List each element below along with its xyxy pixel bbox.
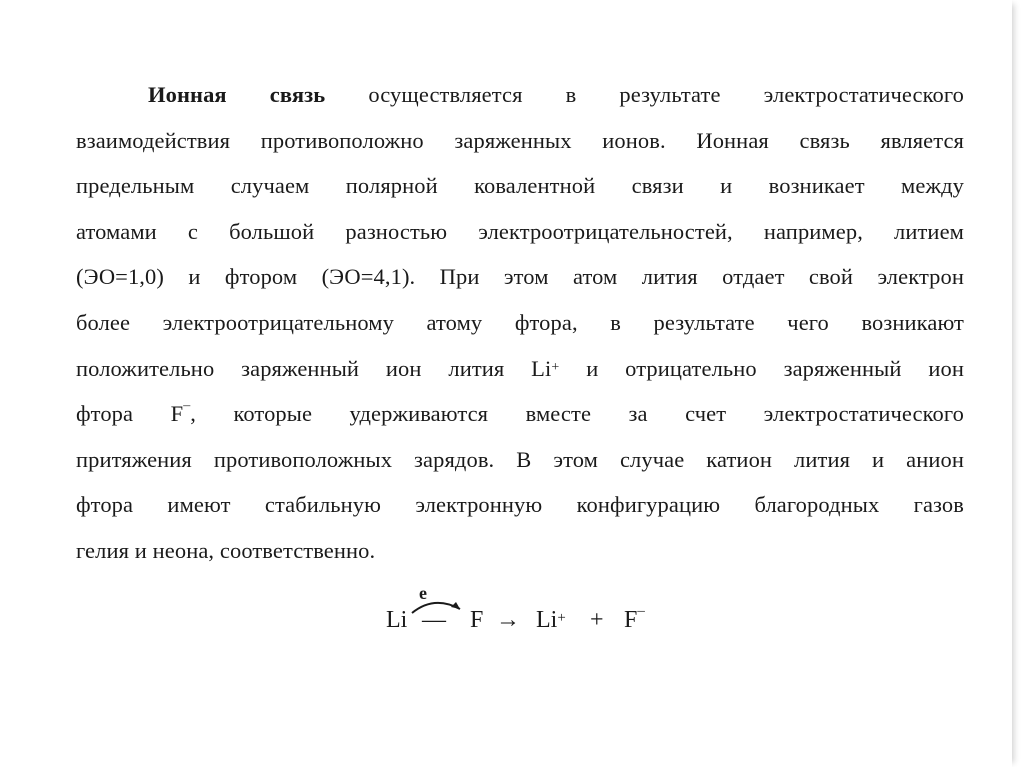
- text-line-2: взаимодействия противоположно заряженных ионов. Ионная связь является: [76, 127, 964, 153]
- li-atom: Li: [386, 607, 408, 633]
- f-atom: F: [470, 607, 484, 633]
- ionic-bond-paragraph: [76, 72, 964, 574]
- ionic-bond-equation: [386, 583, 686, 653]
- li-ion-sup: +: [557, 609, 566, 626]
- text-line-7-b: и отрицательно заряженный ион: [559, 355, 964, 381]
- reaction-arrow: →: [496, 607, 520, 633]
- f-ion: [624, 607, 645, 634]
- text-line-8-a: фтора F: [76, 401, 184, 427]
- bond-dash: —: [422, 607, 446, 633]
- plus-sign: +: [590, 607, 604, 633]
- text-line-3: предельным случаем полярной ковалентной связи и возникает между: [76, 173, 964, 199]
- text-line-11: гелия и неона, соответственно.: [76, 537, 376, 563]
- f-ion-charge: ¯: [183, 405, 191, 421]
- text-line-7-a: положительно заряженный ион лития Li: [76, 355, 552, 381]
- text-line-5: (ЭО=1,0) и фтором (ЭО=4,1). При этом атом лития отдает свой электрон: [76, 264, 964, 290]
- li-ion-charge: +: [551, 359, 560, 375]
- f-ion-symbol: F: [624, 607, 638, 633]
- text-line-4: атомами с большой разностью электроотрицательностей, например, литием: [76, 218, 964, 244]
- term-ionic-bond: Ионная связь: [148, 82, 326, 107]
- text-line-8: [76, 391, 964, 437]
- text-line-6: более электроотрицательному атому фтора, в результате чего возникают: [76, 309, 964, 335]
- li-ion-symbol: Li: [536, 607, 558, 633]
- text-line-9: притяжения противоположных зарядов. В этом случае катион лития и анион: [76, 446, 964, 472]
- f-ion-sup: ¯: [637, 609, 645, 626]
- electron-label: e: [419, 583, 427, 603]
- li-ion: [536, 607, 566, 634]
- text-line-1-rest: осуществляется в результате электростатического: [325, 82, 964, 107]
- text-line-1: [76, 72, 964, 118]
- text-line-7: [76, 346, 964, 392]
- text-line-8-b: , которые удерживаются вместе за счет электростатического: [190, 401, 964, 427]
- text-line-10: фтора имеют стабильную электронную конфигурацию благородных газов: [76, 492, 964, 518]
